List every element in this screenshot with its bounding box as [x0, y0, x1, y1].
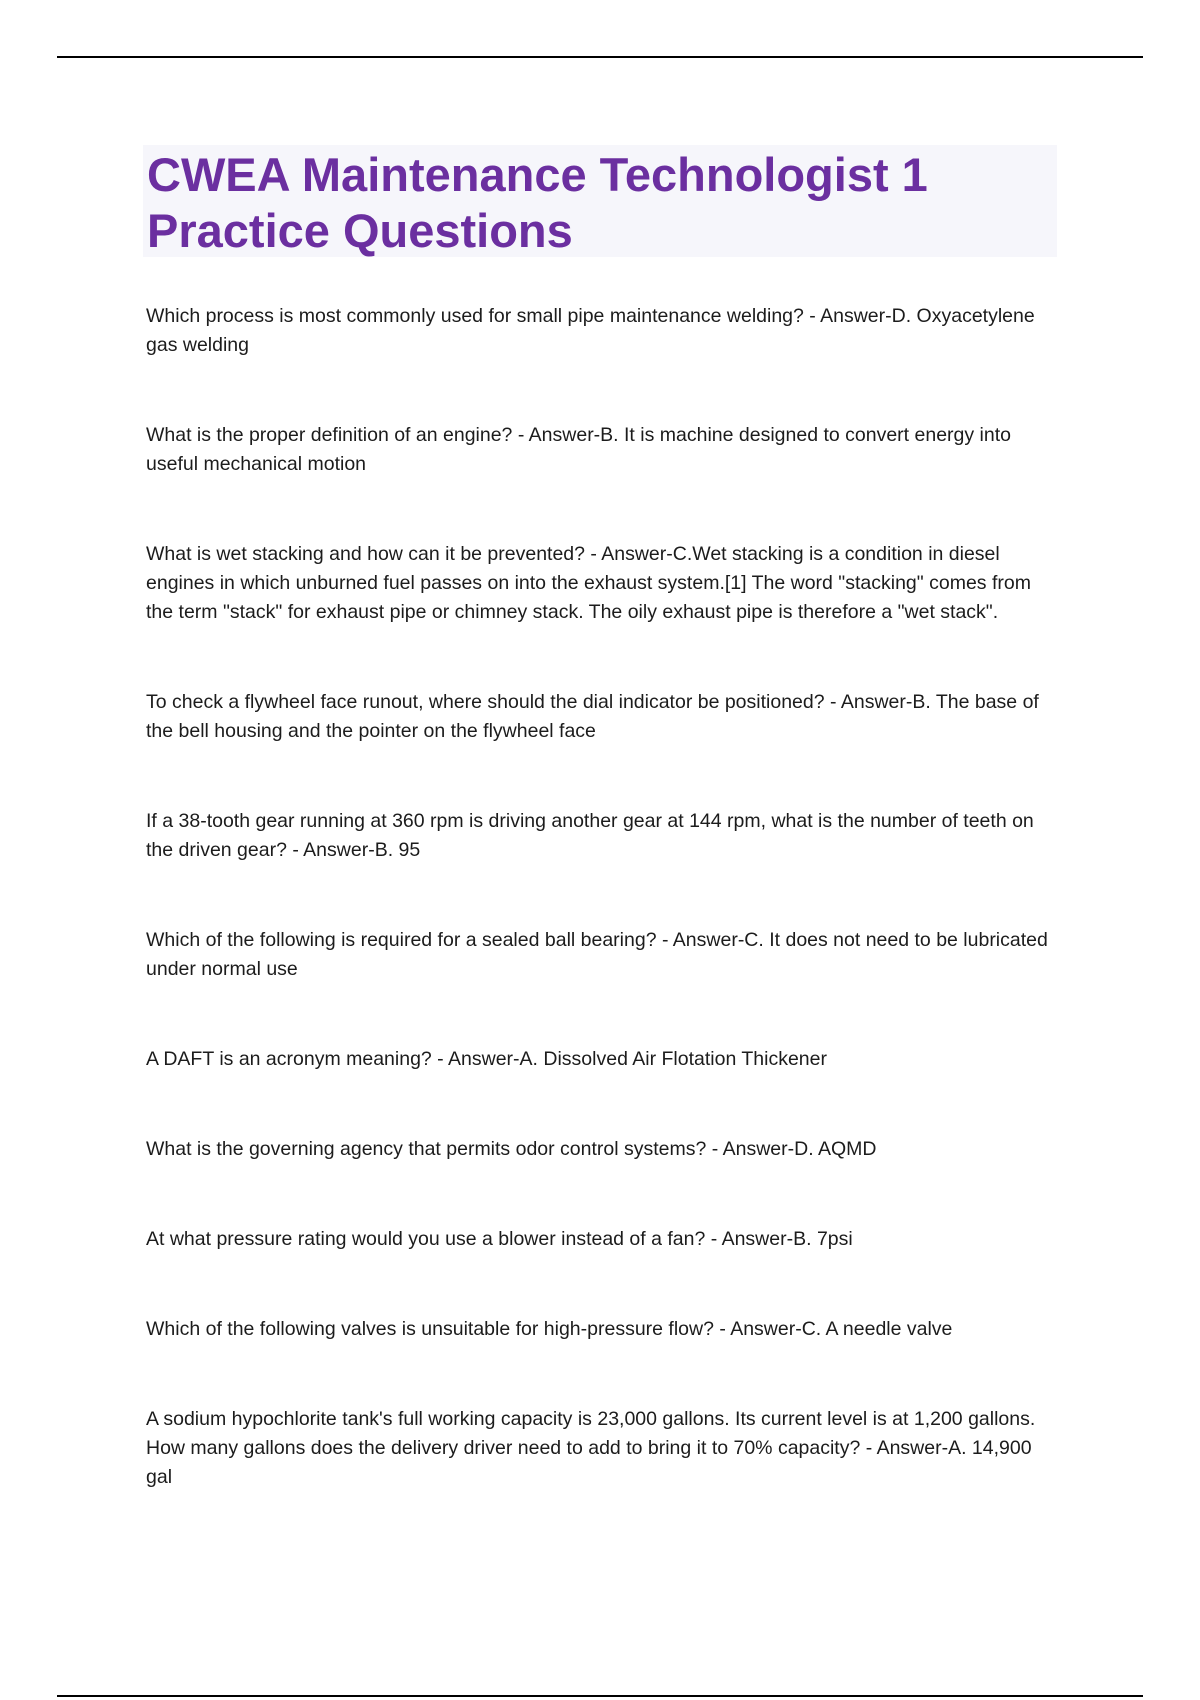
- question-item: Which of the following is required for a sealed ball bearing? - Answer-C. It does not need to be lubricated under normal use: [146, 929, 1048, 980]
- bottom-rule: [57, 1695, 1143, 1697]
- question-item: What is the governing agency that permits odor control systems? - Answer-D. AQMD: [146, 1138, 877, 1160]
- question-item: What is the proper definition of an engine? - Answer-B. It is machine designed to convert energy into useful mechanical motion: [146, 424, 1011, 475]
- question-item: Which of the following valves is unsuitable for high-pressure flow? - Answer-C. A needle valve: [146, 1318, 953, 1340]
- question-item: Which process is most commonly used for small pipe maintenance welding? - Answer-D. Oxyacetylene gas welding: [146, 305, 1035, 356]
- question-item: A DAFT is an acronym meaning? - Answer-A. Dissolved Air Flotation Thickener: [146, 1048, 827, 1070]
- question-item: At what pressure rating would you use a blower instead of a fan? - Answer-B. 7psi: [146, 1228, 853, 1250]
- question-item: What is wet stacking and how can it be prevented? - Answer-C.Wet stacking is a condition in diesel engines in which unburned fuel passes on into the exhaust system.[1] The word "stacking" comes from the term "stack" for exhaust pipe or chimney stack. The oily exhaust pipe is therefore a "wet stack".: [146, 543, 1031, 623]
- question-list: [146, 302, 1056, 1492]
- question-item: A sodium hypochlorite tank's full working capacity is 23,000 gallons. Its current level is at 1,200 gallons. How many gallons does the delivery driver need to add to bring it to 70% capacity? - Answer-A. 14,900 gal: [146, 1408, 1036, 1488]
- question-item: To check a flywheel face runout, where should the dial indicator be positioned? - Answer-B. The base of the bell housing and the pointer on the flywheel face: [146, 691, 1039, 742]
- question-item: If a 38-tooth gear running at 360 rpm is driving another gear at 144 rpm, what is the number of teeth on the driven gear? - Answer-B. 95: [146, 810, 1034, 861]
- page-title: CWEA Maintenance Technologist 1 Practice Questions: [147, 148, 928, 257]
- title-banner: [143, 145, 1057, 257]
- top-rule: [57, 56, 1143, 58]
